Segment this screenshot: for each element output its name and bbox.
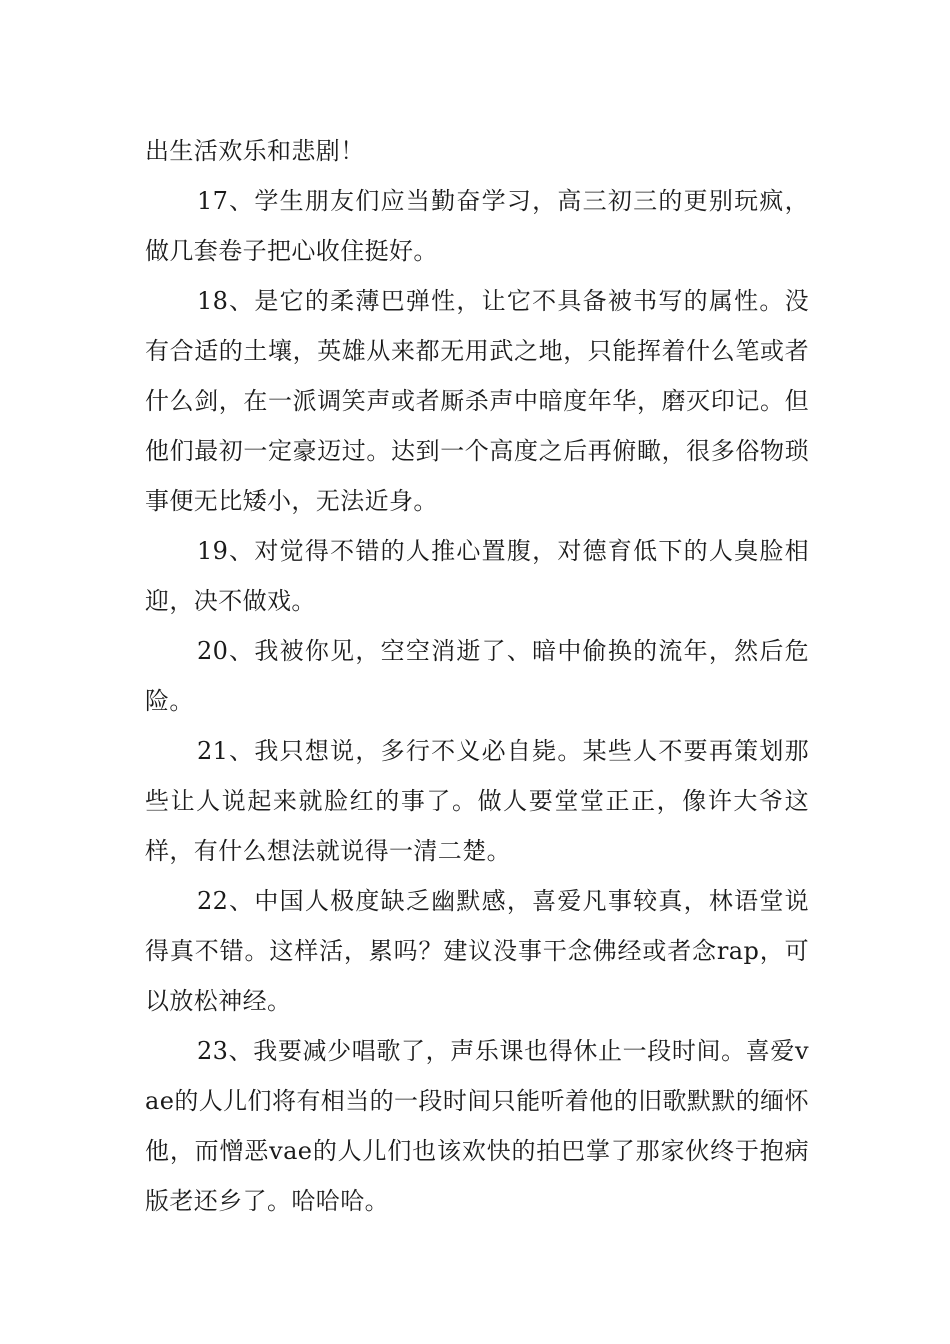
paragraph-17: 17、学生朋友们应当勤奋学习，高三初三的更别玩疯，做几套卷子把心收住挺好。 [145, 187, 809, 265]
paragraph-19: 19、对觉得不错的人推心置腹，对德育低下的人臭脸相迎，决不做戏。 [145, 537, 809, 615]
body-text [145, 126, 809, 1226]
paragraph-23: 23、我要减少唱歌了，声乐课也得休止一段时间。喜爱vae的人儿们将有相当的一段时间只能听着他的旧歌默默的缅怀他，而憎恶vae的人儿们也该欢快的拍巴掌了那家伙终于抱病版老还乡了。哈哈哈。 [145, 1037, 809, 1215]
paragraph-18: 18、是它的柔薄巴弹性，让它不具备被书写的属性。没有合适的土壤，英雄从来都无用武之地，只能挥着什么笔或者什么剑，在一派调笑声或者厮杀声中暗度年华，磨灭印记。但他们最初一定豪迈过。达到一个高度之后再俯瞰，很多俗物琐事便无比矮小，无法近身。 [145, 287, 809, 515]
paragraph-20: 20、我被你见，空空消逝了、暗中偷换的流年，然后危险。 [145, 637, 809, 715]
paragraph-continuation: 出生活欢乐和悲剧！ [145, 137, 365, 165]
paragraph-21: 21、我只想说，多行不义必自毙。某些人不要再策划那些让人说起来就脸红的事了。做人要堂堂正正，像许大爷这样，有什么想法就说得一清二楚。 [145, 737, 809, 865]
paragraph-22: 22、中国人极度缺乏幽默感，喜爱凡事较真，林语堂说得真不错。这样活，累吗？建议没事干念佛经或者念rap，可以放松神经。 [145, 887, 809, 1015]
